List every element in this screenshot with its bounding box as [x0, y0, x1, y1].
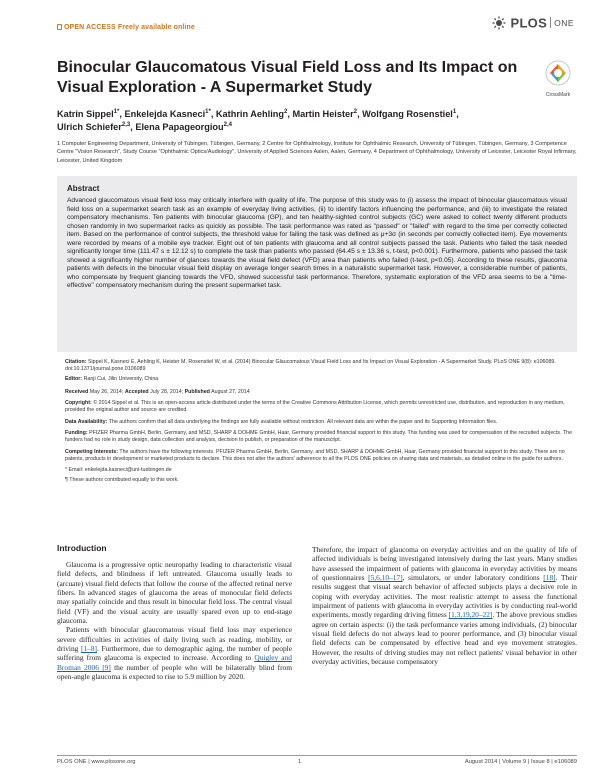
brand-plos: PLOS: [510, 15, 548, 31]
page-footer: [57, 759, 577, 769]
reference-link[interactable]: [5,6,10–17]: [368, 573, 403, 583]
funding-row: Funding: PFIZER Pharma GmbH, Berlin, Germany, and MSD, SHARP & DOHME GmbH, Haar, Germany provided financial support to this study. This funding was used for compensation of the recruited subjects. The funders had no role in study design, data collection and analysis, decision to publish, or preparation of the manuscript.: [65, 430, 573, 444]
page-number: 1: [298, 759, 302, 765]
author-line-1: Katrin Sippel$^{1*}$, Enkelejda Kasneci$^{1*}$, Kathrin Aehling$^2$, Martin Heister$^2$, Wolfgang Rosenstiel$^1$,: [57, 108, 459, 119]
author-name: Martin Heister: [292, 109, 354, 119]
crossmark-label: CrossMark: [545, 92, 571, 98]
reference-link[interactable]: [1–8]: [80, 644, 97, 654]
equal-contribution-row: ¶ These authors contributed equally to this work.: [65, 476, 179, 483]
citation-row: Citation: Sippel K, Kasneci E, Aehling K, Heister M, Rosenstiel W, et al. (2014) Binocular Glaucomatous Visual Field Loss and Its Impact on Visual Exploration - A Supermarket Study. PLoS ONE 9(8): e106089. doi:10.1371/journal.pone.0106089: [65, 359, 556, 373]
author-name: Elena Papageorgiou: [135, 122, 224, 132]
intro-paragraph-3: Therefore, the impact of glaucoma on everyday activities and on the quality of life of affected individuals is being investigated intensively during the last years. Many studies have assessed the impairment of patients with glaucoma in everyday activities by means of questionnaires [5,6,10–17], simulators, or under laboratory conditions [18]. Their results suggest that visual search behavior of affected subjects plays a decisive role in coping with everyday activities. The most realistic attempt to assess the functional impairment of patients with glaucoma in everyday activities is by conducting real-world experiments, mostly regarding driving fitness [1,3,19,20–22]. The above previous studies agree on certain aspects: (i) the task performance varies among individuals, (2) binocular visual field defects do not always lead to poorer performance, and (3) binocular visual field defects can be compensated by effective head and eye movement strategies. However, the results of driving studies may not reflect patients' visual behavior in other everyday activities, because compensatory: [312, 545, 577, 667]
author-name: Wolfgang Rosenstiel: [362, 109, 453, 119]
copyright-row: Copyright: © 2014 Sippel et al. This is an open-access article distributed under the terms of the Creative Commons Attribution License, which permits unrestricted use, distribution, and reproduction in any medium, provided the original author and source are credited.: [65, 400, 565, 414]
reference-link[interactable]: [1,3,19,20–22]: [448, 610, 493, 620]
open-access-label: OPEN ACCESS Freely available online: [57, 24, 195, 31]
author-name: Ulrich Schiefer: [57, 122, 122, 132]
abstract-heading: Abstract: [67, 184, 100, 193]
plos-one-logo: [492, 14, 574, 32]
author-list: [57, 108, 557, 134]
author-affiliation-marker: 2,3: [121, 121, 131, 128]
email-row[interactable]: * Email: enkelejda.kasneci@uni-tuebingen.de: [65, 467, 172, 474]
intro-paragraph-2: Patients with binocular glaucomatous visual field loss may experience severe difficulties in activities of daily living such as reading, mobility, or driving [1–8]. Furthermore, due to demographic aging, the number of people suffering from glaucoma is expected to increase. According to Quigley and Broman 2006 [9] the number of people who will be bilaterally blind from open-angle glaucoma is expected to rise to 5.9 million by 2020.: [57, 625, 292, 682]
intro-paragraph-1: Glaucoma is a progressive optic neuropathy leading to characteristic visual field defects, and blindness if left untreated. Glaucoma usually leads to (arcuate) visual field defects that follow the course of the affected retinal nerve fibers. In advanced stages of glaucoma the areas of monocular field defects may spatially coincide and thus result in binocular field loss. The central visual field (VF) and the visual acuity are usually spared even up to end-stage glaucoma.: [57, 560, 292, 626]
author-line-2: Ulrich Schiefer$^{2,3}$, Elena Papageorgiou$^{2,4}$: [57, 121, 232, 132]
author-name: Kathrin Aehling: [215, 109, 284, 119]
reference-link[interactable]: [18]: [543, 573, 556, 583]
intro-left-column: [57, 560, 292, 681]
reference-link[interactable]: Quigley and Broman 2006 [9]: [57, 653, 292, 672]
author-name: Katrin Sippel: [57, 109, 114, 119]
author-affiliation-marker: 2: [283, 108, 288, 115]
article-title: Binocular Glaucomatous Visual Field Loss and Its Impact on Visual Exploration - A Supermarket Study: [57, 59, 518, 96]
abstract-box: [57, 176, 577, 352]
author-affiliation-marker: 1*: [113, 108, 120, 115]
footer-issue: August 2014 | Volume 9 | Issue 8 | e106089: [464, 759, 577, 765]
affiliations: 1 Computer Engineering Department, University of Tübingen, Tübingen, Germany, 2 Centre for Ophthalmology, Institute for Ophthalmic Research, University of Tübingen, Tübingen, Germany, 3 Competence Centre "Vision Research", Study Course "Ophthalmic Optics/Audiology", University of Applied Sciences Aalen, Aalen, Germany, 4 Department of Ophthalmology, University of Leicester, Leicester Royal Infirmary, Leicester, United Kingdom: [57, 141, 577, 164]
dates-row: Received May 26, 2014; Accepted July 28, 2014; Published August 27, 2014: [65, 388, 250, 395]
author-affiliation-marker: 2,4: [223, 121, 232, 128]
intro-heading: Introduction: [57, 543, 107, 553]
footer-divider: [57, 755, 577, 756]
abstract-text: Advanced glaucomatous visual field loss may critically interfere with quality of life. The purpose of this study was to (i) assess the impact of binocular glaucomatous visual field loss on a supermarket search task as an example of everyday living activities, (ii) to identify factors influencing the performance, and (iii) to investigate the related compensatory mechanisms. Ten patients with binocular glaucoma (GP), and ten healthy-sighted control subjects (GC) were asked to collect twenty different products chosen randomly in two supermarket racks as quickly as possible. The task performance was rated as "passed" or "failed" with regard to the time per correctly collected item. Based on the performance of control subjects, the threshold value for failing the task was defined as μ+3σ (in seconds per correctly collected item). Eye movements were recorded by means of a mobile eye tracker. Eight out of ten patients with glaucoma and all control subjects passed the task. Patients who failed the task needed significantly longer time (111.47 s ± 12.12 s) to complete the task than patients who passed (64.45 s ± 13.36 s, t-test, p<0.001). Furthermore, patients who passed the task showed a significantly higher number of glances towards the visual field defect (VFD) area than patients who failed (t-test, p<0.05). According to these results, glaucoma patients with defects in the binocular visual field display on average longer search times in a naturalistic supermarket task. However, a considerable number of patients, who compensate by frequent glancing towards the VFD, showed successful task performance. Therefore, systematic exploration of the VFD area seems to be a "time-effective" compensatory mechanism during the present supermarket task.: [67, 197, 567, 289]
author-affiliation-marker: 1*: [205, 108, 211, 115]
editor-row: Editor: Ranji Cui, Jilin University, China: [65, 375, 159, 382]
open-lock-icon: [57, 24, 62, 30]
competing-interests-row: Competing Interests: The authors have the following interests. PFIZER Pharma GmbH, Berlin, Germany, and MSD, SHARP & DOHME GmbH, Haar, Germany provided financial support to this study. There are no patents, products in development or marketed products to declare. This does not alter the authors' adherence to all the PLOS ONE policies on sharing data and materials, as detailed online in the guide for authors.: [65, 448, 565, 462]
author-affiliation-marker: 2: [353, 108, 358, 115]
intro-right-column: [312, 545, 577, 666]
author-affiliation-marker: 1: [452, 108, 457, 115]
data-availability-row: Data Availability: The authors confirm that all data underlying the findings are fully available without restriction. All relevant data are within the paper and its Supporting Information files.: [65, 418, 498, 425]
plos-sun-icon: [492, 16, 506, 30]
footer-journal: PLOS ONE | www.plosone.org: [57, 759, 136, 765]
crossmark-badge[interactable]: [540, 60, 576, 98]
crossmark-icon: [545, 60, 571, 86]
article-metadata: [65, 359, 575, 486]
author-name: Enkelejda Kasneci: [124, 109, 206, 119]
brand-one: ONE: [554, 17, 574, 28]
